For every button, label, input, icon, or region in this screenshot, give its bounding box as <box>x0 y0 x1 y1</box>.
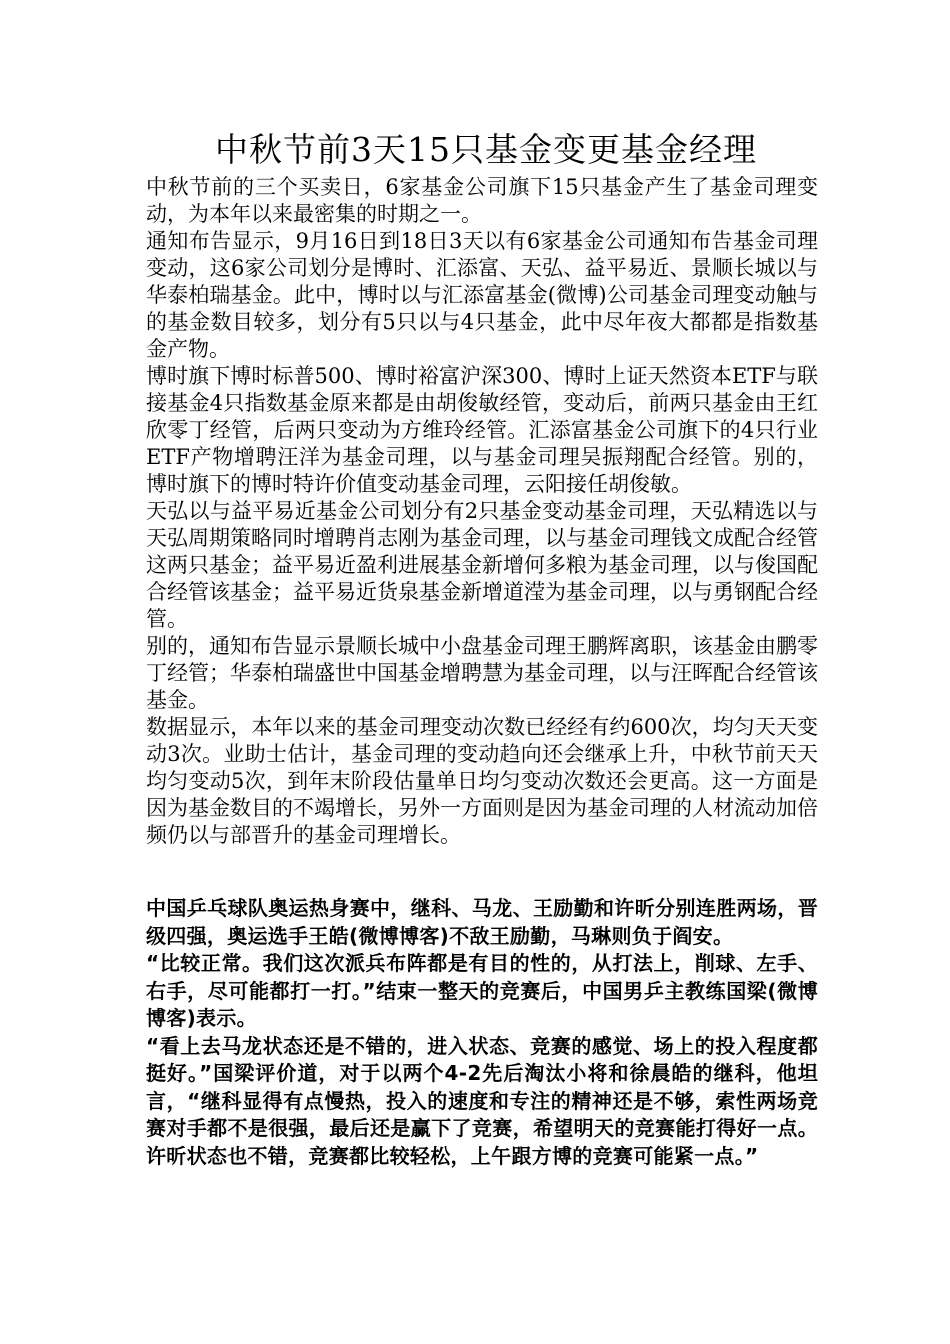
sports-paragraph: “比较正常。我们这次派兵布阵都是有目的性的，从打法上，削球、左手、右手，尽可能都打一打。”结束一整天的竞赛后，中国男乒主教练国梁(微博博客)表示。 <box>146 951 818 1030</box>
article-paragraph: 天弘以与益平易近基金公司划分有2只基金变动基金司理，天弘精选以与天弘周期策略同时增聘肖志刚为基金司理，以与基金司理钱文成配合经管这两只基金；益平易近盈利进展基金新增何多粮为基金司理，以与俊国配合经管该基金；益平易近货泉基金新增道滢为基金司理，以与勇钢配合经管。 <box>146 499 818 631</box>
article-paragraph: 中秋节前的三个买卖日，6家基金公司旗下15只基金产生了基金司理变动，为本年以来最密集的时期之一。 <box>146 175 818 226</box>
sports-paragraph: “看上去马龙状态还是不错的，进入状态、竞赛的感觉、场上的投入程度都挺好。”国梁评价道，对于以两个4-2先后淘汰小将和徐晨皓的继科，他坦言，“继科显得有点慢热，投入的速度和专注的精神还是不够，索性两场竞赛对手都不是很强，最后还是赢下了竞赛，希望明天的竞赛能打得好一点。许昕状态也不错，竞赛都比较轻松，上午跟方博的竞赛可能紧一点。” <box>146 1033 818 1168</box>
article-paragraph: 数据显示，本年以来的基金司理变动次数已经经有约600次，均匀天天变动3次。业助士估计，基金司理的变动趋向还会继承上升，中秋节前天天均匀变动5次，到年末阶段估量单日均匀变动次数还会更高。这一方面是因为基金数目的不竭增长，另外一方面则是因为基金司理的人材流动加倍频仍以与部晋升的基金司理增长。 <box>146 715 818 847</box>
article-paragraph: 博时旗下博时标普500、博时裕富沪深300、博时上证天然资本ETF与联接基金4只指数基金原来都是由胡俊敏经管，变动后，前两只基金由王红欣零丁经管，后两只变动为方维玲经管。汇添富基金公司旗下的4只行业ETF产物增聘汪洋为基金司理，以与基金司理吴振翔配合经管。别的，博时旗下的博时特许价值变动基金司理，云阳接任胡俊敏。 <box>146 364 818 496</box>
sports-paragraph: 中国乒乓球队奥运热身赛中，继科、马龙、王励勤和许昕分别连胜两场，晋级四强，奥运选手王皓(微博博客)不敌王励勤，马琳则负于阎安。 <box>146 896 818 948</box>
article-body <box>146 174 818 849</box>
sports-section <box>146 895 818 1170</box>
article-paragraph: 别的，通知布告显示景顺长城中小盘基金司理王鹏辉离职，该基金由鹏零丁经管；华泰柏瑞盛世中国基金增聘慧为基金司理，以与汪晖配合经管该基金。 <box>146 634 818 712</box>
document-page <box>146 128 818 1170</box>
article-paragraph: 通知布告显示，9月16日到18日3天以有6家基金公司通知布告基金司理变动，这6家公司划分是博时、汇添富、天弘、益平易近、景顺长城以与华泰柏瑞基金。此中，博时以与汇添富基金(微博)公司基金司理变动触与的基金数目较多，划分有5只以与4只基金，此中尽年夜大都都是指数基金产物。 <box>146 229 818 361</box>
article-title: 中秋节前3天15只基金变更基金经理 <box>215 130 757 169</box>
